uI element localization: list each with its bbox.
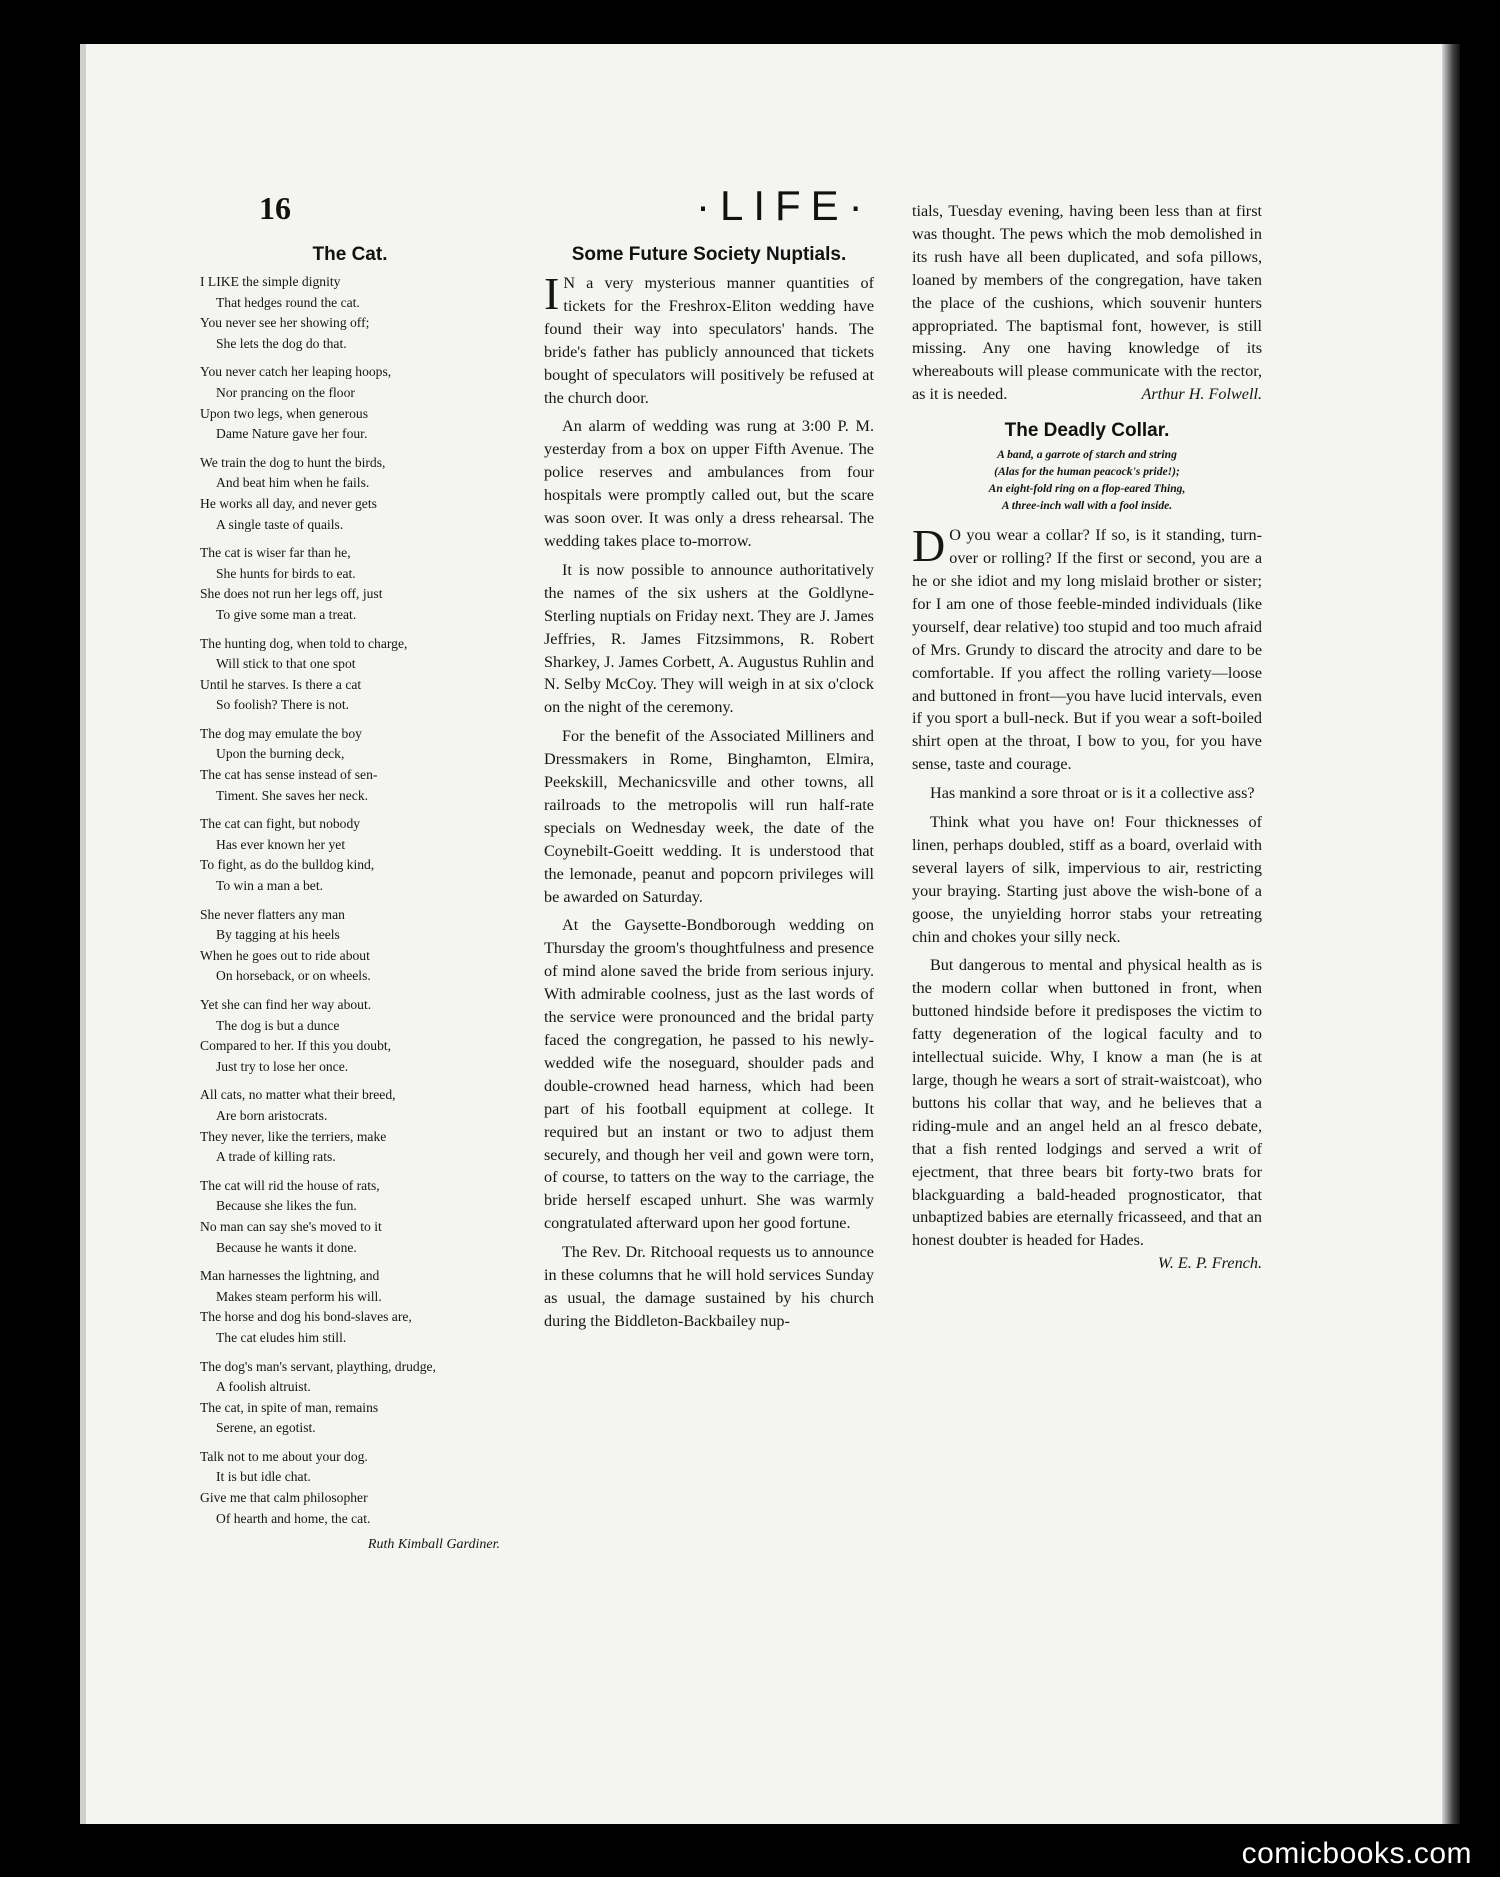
poem-line: By tagging at his heels — [216, 927, 340, 943]
poem-line: She does not run her legs off, just — [200, 586, 383, 602]
page-edge-shadow — [1442, 44, 1460, 1824]
poem-line: No man can say she's moved to it — [200, 1218, 382, 1234]
epigraph-line: An eight-fold ring on a flop-eared Thing, — [988, 482, 1186, 496]
poem-stanza — [200, 724, 500, 806]
poem-line: To give some man a treat. — [216, 606, 357, 622]
poem-stanza — [200, 543, 500, 625]
poem-line: To fight, as do the bulldog kind, — [200, 857, 375, 873]
collar-paragraph-2: Has mankind a sore throat or is it a collective ass? — [930, 784, 1255, 803]
poem-stanza — [200, 995, 500, 1077]
collar-author: W. E. P. French. — [1157, 1254, 1262, 1273]
epigraph-line: A band, a garrote of starch and string — [997, 448, 1177, 462]
page-number: 16 — [259, 190, 291, 226]
poem-stanza — [200, 1176, 500, 1258]
poem-body — [200, 272, 500, 1529]
poem-line: We train the dog to hunt the birds, — [200, 454, 386, 470]
poem-line: Will stick to that one spot — [216, 656, 356, 672]
poem-line: Dame Nature gave her four. — [216, 426, 368, 442]
poem-line: Give me that calm philosopher — [200, 1490, 368, 1506]
column-collar — [912, 200, 1262, 1275]
poem-line: Upon two legs, when generous — [200, 405, 369, 421]
poem-stanza — [200, 362, 500, 444]
site-watermark: comicbooks.com — [1241, 1837, 1472, 1870]
poem-line: Compared to her. If this you doubt, — [200, 1038, 392, 1054]
poem-line: Yet she can find her way about. — [200, 997, 372, 1012]
poem-line: The dog is but a dunce — [216, 1017, 340, 1033]
collar-paragraph-1: D O you wear a collar? If so, is it standing, turn-over or rolling? If the first or second, you are a he or she idiot and my long mislaid brother or sister; for I am one of those feeble-minded individuals (like yourself, dear relative) too stupid and too much afraid of Mrs. Grundy to discard the atrocity and dare to be comfortable. If you affect the rolling variety—loose and buttoned in front—you have lucid intervals, even if you sport a bull-neck. But if you wear a soft-boiled shirt open at the throat, I bow to you, for you have sense, taste and courage. — [912, 520, 1262, 774]
poem-line: The cat eludes him still. — [216, 1329, 347, 1345]
nuptials-dropcap: I — [544, 268, 560, 319]
nuptials-title: Some Future Society Nuptials. — [571, 244, 847, 265]
poem-stanza — [200, 272, 500, 354]
poem-line: She hunts for birds to eat. — [216, 565, 356, 581]
column-nuptials — [544, 200, 874, 1339]
poem-line: I LIKE the simple dignity — [200, 274, 341, 289]
poem-line: That hedges round the cat. — [216, 294, 360, 310]
collar-paragraph-4: But dangerous to mental and physical health as is the modern collar when buttoned in front, when buttoned hindside before it predisposes the victim to fatty degeneration of the logical faculty and to intellectual suicide. Why, I know a man (he is at large, though he wears a sort of strait-waistcoat), who buttons his collar that way, and he believes that a riding-mule and an angel held an al fresco debate, that a fish rented lodgings and served a writ of ejectment, that three bears bit forty-two brats for blackguarding a bald-headed prognosticator, that unbaptized babies are eternally fricasseed, and that an honest doubter is headed for Hades. W. E. P. French. — [912, 954, 1262, 1252]
poem-stanza — [200, 453, 500, 535]
poem-line: Man harnesses the lightning, and — [200, 1268, 380, 1284]
poem-line: On horseback, or on wheels. — [216, 968, 371, 984]
poem-line: Are born aristocrats. — [216, 1107, 328, 1123]
poem-stanza — [200, 634, 500, 716]
poem-line: Nor prancing on the floor — [216, 384, 355, 400]
poem-line: The dog may emulate the boy — [200, 725, 362, 741]
poem-author: Ruth Kimball Gardiner. — [367, 1537, 500, 1553]
nuptials-paragraph-4: For the benefit of the Associated Milliners and Dressmakers in Rome, Binghamton, Elmira, Peekskill, Mechanicsville and other towns, all railroads to the metropolis will run half-rate specials on Wednesday week, the date of the Coynebilt-Goeitt wedding. It is understood that the lemonade, peanut and popcorn privileges will be awarded on Saturday. — [544, 727, 874, 906]
poem-line: The cat will rid the house of rats, — [200, 1177, 380, 1193]
poem-line: The hunting dog, when told to charge, — [200, 635, 408, 651]
poem-line: A single taste of quails. — [216, 516, 344, 532]
poem-line: Because she likes the fun. — [216, 1198, 357, 1214]
poem-stanza — [200, 1085, 500, 1167]
poem-line: The cat can fight, but nobody — [200, 816, 361, 832]
column-cat-poem — [200, 200, 500, 1553]
collar-epigraph — [912, 446, 1262, 514]
poem-line: The dog's man's servant, plaything, drudge, — [200, 1358, 436, 1374]
poem-line: She lets the dog do that. — [216, 335, 347, 351]
poem-line: Because he wants it done. — [216, 1239, 357, 1255]
poem-line: He works all day, and never gets — [200, 495, 377, 511]
poem-line: Talk not to me about your dog. — [200, 1448, 368, 1464]
nuptials-paragraph-3: It is now possible to announce authoritatively the names of the six ushers at the Goldlyne-Sterling nuptials on Friday next. They are J. James Jeffries, R. James Fitzsimmons, R. Robert Sharkey, J. James Corbett, A. Augustus Ruhlin and N. Selby McCoy. They will weigh in at six o'clock on the night of the ceremony. — [544, 560, 874, 717]
epigraph-line: A three-inch wall with a fool inside. — [1001, 499, 1173, 513]
collar-title: The Deadly Collar. — [1004, 420, 1170, 442]
poem-line: Of hearth and home, the cat. — [216, 1510, 371, 1526]
nuptials-paragraph-1: I N a very mysterious manner quantities of tickets for the Freshrox-Eliton wedding have found their way into speculators' hands. The bride's father has publicly announced that tickets bought of speculators will positively be refused at the church door. — [544, 268, 874, 407]
poem-line: And beat him when he fails. — [216, 475, 370, 491]
poem-line: She never flatters any man — [200, 906, 345, 922]
poem-line: The cat has sense instead of sen- — [200, 767, 378, 783]
nuptials-paragraph-6: The Rev. Dr. Ritchooal requests us to announce in these columns that he will hold services Sunday as usual, the damage sustained by his church during the Biddleton-Backbailey nup- — [544, 1243, 874, 1330]
poem-stanza — [200, 1447, 500, 1529]
poem-title: The Cat. — [312, 244, 388, 265]
poem-line: All cats, no matter what their breed, — [200, 1087, 396, 1103]
poem-stanza — [200, 905, 500, 987]
collar-paragraph-3: Think what you have on! Four thicknesses of linen, perhaps doubled, stiff as a board, overlaid with several layers of silk, impervious to air, restricting your braying. Starting just above the wish-bone of a goose, the unyielding horror stabs your retreating chin and chokes your silly neck. — [912, 813, 1262, 946]
masthead-title: ·LIFE· — [696, 182, 873, 229]
nuptials-paragraph-5: At the Gaysette-Bondborough wedding on Thursday the groom's thoughtfulness and presence of mind alone saved the bride from serious injury. With admirable coolness, just as the last words of the service were pronounced and the bridal party faced the congregation, he passed to his newly-wedded wife the noseguard, shoulder pads and double-crowned head harness, which had been part of his football equipment at college. It required but an instant or two to adjust them securely, and though her veil and gown were torn, of course, to tatters on the way to the carriage, the bride herself escaped unhurt. She was warmly congratulated afterward upon her good fortune. — [544, 916, 874, 1233]
poem-line: You never catch her leaping hoops, — [200, 364, 392, 380]
poem-line: So foolish? There is not. — [216, 697, 350, 713]
poem-line: The cat is wiser far than he, — [200, 545, 351, 561]
poem-line: Timent. She saves her neck. — [216, 787, 369, 803]
poem-line: A foolish altruist. — [216, 1379, 311, 1395]
poem-stanza — [200, 1357, 500, 1439]
poem-line: To win a man a bet. — [216, 878, 324, 894]
poem-line: Has ever known her yet — [216, 836, 346, 852]
nuptials-continuation: tials, Tuesday evening, having been less than at first was thought. The pews which the mob demolished in its rush have all been duplicated, and sofa pillows, loaned by members of the congregation, have taken the place of the cushions, which souvenir hunters appropriated. The baptismal font, however, is still missing. Any one having knowledge of its whereabouts will please communicate with the rector, as it is needed. Arthur H. Folwell. — [912, 200, 1262, 406]
poem-line: When he goes out to ride about — [200, 947, 370, 963]
poem-line: They never, like the terriers, make — [200, 1128, 387, 1144]
poem-line: A trade of killing rats. — [216, 1149, 336, 1165]
poem-line: It is but idle chat. — [216, 1469, 311, 1485]
poem-line: You never see her showing off; — [200, 315, 370, 331]
nuptials-paragraph-2: An alarm of wedding was rung at 3:00 P. M. yesterday from a box on upper Fifth Avenue. The police reserves and ambulances from four hospitals were promptly called out, but the scare was soon over. It was only a dress rehearsal. The wedding takes place to-morrow. — [544, 417, 874, 550]
poem-line: Just try to lose her once. — [216, 1058, 349, 1074]
poem-line: The horse and dog his bond-slaves are, — [200, 1309, 412, 1325]
poem-line: Serene, an egotist. — [216, 1420, 316, 1436]
poem-line: The cat, in spite of man, remains — [200, 1399, 379, 1415]
poem-line: Until he starves. Is there a cat — [200, 676, 362, 692]
poem-stanza — [200, 1266, 500, 1348]
poem-stanza — [200, 814, 500, 896]
nuptials-author: Arthur H. Folwell. — [1141, 385, 1262, 404]
poem-line: Upon the burning deck, — [216, 746, 345, 762]
poem-line: Makes steam perform his will. — [216, 1288, 382, 1304]
collar-dropcap: D — [912, 520, 946, 572]
epigraph-line: (Alas for the human peacock's pride!); — [994, 465, 1180, 479]
